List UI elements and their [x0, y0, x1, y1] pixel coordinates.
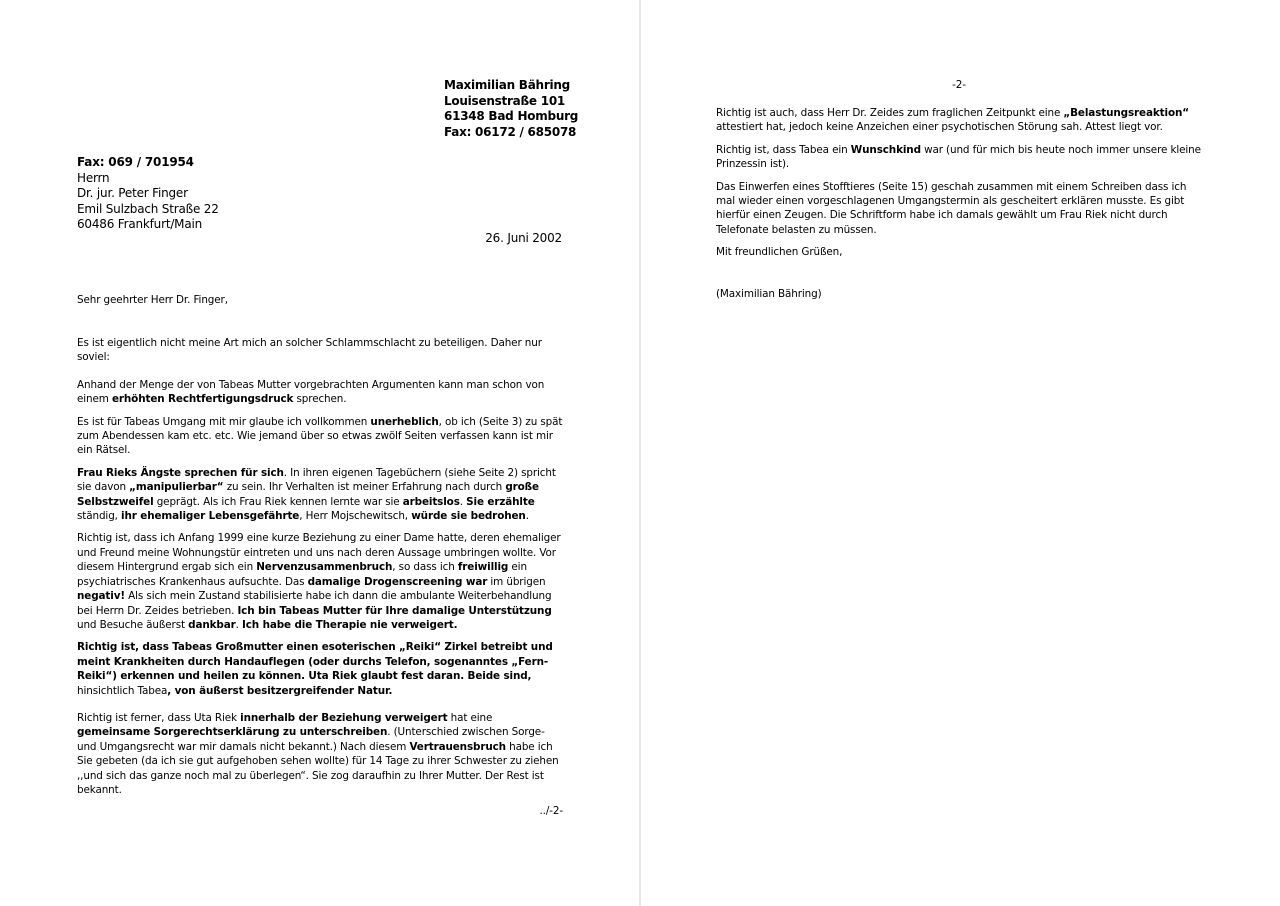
text-run: Richtig ist, dass ich Anfang 1999 eine kurze Beziehung zu einer Dame hatte, deren ehemaliger und Freund meine Wohnungstür eintreten und uns nach deren Aussage umbringen wollte. Vor diesem Hintergrund ergab sich ein [77, 532, 561, 574]
text-run: . In ihren eigenen Tagebüchern (siehe Seite 2) spricht sie davon [77, 466, 556, 494]
bold-text-run: erhöhten Rechtfertigungsdruck [111, 393, 294, 406]
bold-text-run: gemeinsame Sorgerechtserklärung zu unterschreiben [77, 726, 388, 739]
bold-text-run: Richtig ist, dass Tabeas Großmutter einen esoterischen „Reiki“ Zirkel betreibt und meint Krankheiten durch Handauflegen (oder durchs Telefon, sogenanntes „Fern-Reiki“) erkennen und heilen zu können. Uta Riek glaubt fest daran. Beide sind, [77, 641, 553, 683]
recipient-name: Dr. jur. Peter Finger [77, 186, 188, 200]
bold-text-run: „Belastungsreaktion“ [1063, 107, 1189, 119]
text-run: Richtig ist, dass Tabea ein [716, 143, 851, 156]
bold-text-run: dankbar [188, 618, 236, 631]
sender-name: Maximilian Bähring [444, 78, 571, 92]
text-run: zu sein. Ihr Verhalten ist meiner Erfahrung nach durch [223, 481, 506, 494]
bold-text-run: freiwillig [457, 561, 509, 574]
recipient-fax: Fax: 069 / 701954 [77, 155, 194, 169]
letter-page-2 [641, 0, 1280, 906]
recipient-salutation: Herrn [77, 170, 110, 185]
text-run: Es ist für Tabeas Umgang mit mir glaube ich vollkommen [77, 415, 371, 428]
sender-address [444, 78, 634, 140]
recipient-address [77, 155, 377, 233]
bold-text-run: arbeitslos [402, 495, 460, 508]
bold-text-run: negativ! [77, 590, 125, 603]
text-run: geprägt. Als ich Frau Riek kennen lernte war sie [153, 495, 403, 508]
text-run: . [459, 495, 467, 508]
text-run: ständig, [77, 510, 122, 523]
text-run: Anhand der Menge der von Tabeas Mutter vorgebrachten Argumenten kann man schon von einem [77, 378, 545, 406]
body-paragraph [716, 106, 1202, 135]
bold-text-run: unerheblich [370, 415, 439, 428]
letter-closing: Mit freundlichen Grüßen, [716, 246, 843, 259]
text-run: im übrigen [487, 575, 546, 588]
text-run: Richtig ist ferner, dass Uta Riek [77, 711, 241, 724]
body-paragraph [77, 378, 563, 407]
text-run: sprechen. [293, 393, 347, 406]
text-run: . (Unterschied zwischen Sorge- und Umgangsrecht war mir damals nicht bekannt.) Nach diesem [77, 726, 545, 753]
text-run: , ob ich (Seite 3) zu spät zum Abendessen kam etc. etc. Wie jemand über so etwas zwölf Seiten verfassen kann ist mir ein Rätsel. [77, 415, 563, 457]
recipient-street: Emil Sulzbach Straße 22 [77, 201, 219, 216]
body-paragraph [77, 415, 563, 458]
text-run: Das Einwerfen eines Stofftieres (Seite 15) geschah zusammen mit einem Schreiben dass ich mal wieder einen vorgeschlagenen Umgangstermin als gescheitert erklären musste. Es gibt hierfür einen Zeugen. Die Schriftform habe ich damals gewählt um Frau Riek nicht durch Telefonate belasten zu müssen. [716, 180, 1187, 236]
body-paragraph [77, 466, 563, 524]
letter-greeting: Sehr geehrter Herr Dr. Finger, [77, 294, 228, 306]
text-run: habe ich Sie gebeten (da ich sie gut aufgehoben sehen wollte) für 14 Tage zu ihrer Schwester zu ziehen ,,und sich das ganze noch mal zu überlegen“. Sie zog daraufhin zu Ihrer Mutter. Der Rest ist bekannt. [77, 740, 559, 796]
body-paragraph [716, 143, 1202, 172]
bold-text-run: Frau Rieks Ängste sprechen für sich [77, 466, 284, 479]
sender-fax: Fax: 06172 / 685078 [444, 124, 577, 139]
text-run: ein psychiatrisches Krankenhaus aufsuchte. Das [77, 561, 527, 588]
sender-street: Louisenstraße 101 [444, 93, 566, 108]
bold-text-run: Nervenzusammenbruch [256, 561, 393, 574]
sender-city: 61348 Bad Homburg [444, 109, 579, 123]
text-run: war (und für mich bis heute noch immer unsere kleine Prinzessin ist). [716, 143, 1201, 171]
letter-signature: (Maximilian Bähring) [716, 287, 822, 300]
text-run: hinsichtlich Tabea [77, 684, 168, 697]
text-run: hat eine [447, 711, 493, 724]
bold-text-run: Vertrauensbruch [409, 740, 506, 753]
body-paragraph [77, 711, 563, 797]
bold-text-run: ihr ehemaliger Lebensgefährte [121, 510, 300, 523]
text-run: Richtig ist auch, dass Herr Dr. Zeides zum fraglichen Zeitpunkt eine [716, 107, 1064, 119]
bold-text-run: innerhalb der Beziehung verweigert [240, 711, 448, 724]
text-run: , so dass ich [392, 561, 458, 574]
bold-text-run: Wunschkind [850, 143, 921, 156]
bold-text-run: damalige Drogenscreening war [307, 575, 488, 588]
bold-text-run: Ich bin Tabeas Mutter für Ihre damalige Unterstützung [237, 604, 552, 617]
bold-text-run: Ich habe die Therapie nie verweigert. [242, 618, 458, 631]
body-paragraph [77, 336, 563, 365]
bold-text-run: „manipulierbar“ [129, 481, 224, 494]
letter-body-continued [716, 106, 1202, 301]
page-number: -2- [952, 79, 966, 91]
bold-text-run: Sie erzählte [466, 495, 535, 508]
bold-text-run: , von äußerst besitzergreifender Natur. [167, 684, 393, 697]
text-run: . [525, 510, 529, 523]
body-paragraph [77, 640, 563, 698]
text-run: attestiert hat, jedoch keine Anzeichen einer psychotischen Störung sah. Attest liegt vor. [716, 121, 1163, 134]
page-continuation: ../-2- [539, 805, 563, 817]
text-run: und Besuche äußerst [77, 618, 189, 631]
letter-body [77, 336, 563, 797]
text-run: Es ist eigentlich nicht meine Art mich an solcher Schlammschlacht zu beteiligen. Daher nur soviel: [77, 337, 542, 364]
letter-page-1 [0, 0, 639, 906]
body-paragraph [716, 180, 1202, 238]
letter-date: 26. Juni 2002 [485, 231, 562, 245]
bold-text-run: würde sie bedrohen [411, 510, 526, 523]
body-paragraph [77, 531, 563, 632]
text-run: . [235, 618, 243, 631]
bold-text-run: große Selbstzweifel [77, 481, 539, 508]
text-run: Als sich mein Zustand stabilisierte habe ich dann die ambulante Weiterbehandlung bei Herrn Dr. Zeides betrieben. [77, 590, 552, 617]
text-run: , Herr Mojschewitsch, [299, 510, 412, 523]
recipient-city: 60486 Frankfurt/Main [77, 217, 203, 231]
